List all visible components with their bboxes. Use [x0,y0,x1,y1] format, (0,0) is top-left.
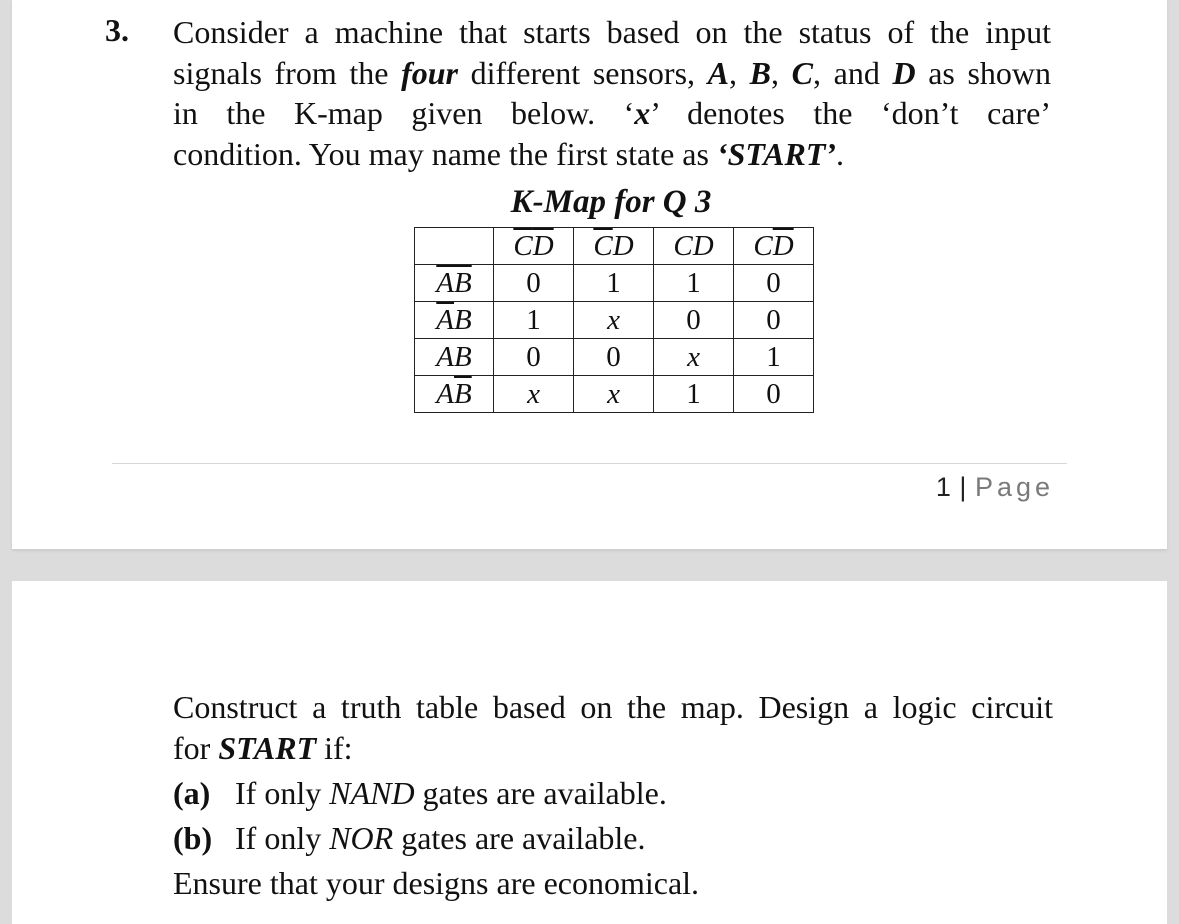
question-line-3: in the K-map given below. ‘x’ denotes the ‘don’t care’ [173,95,1052,131]
kmap-row [415,339,814,376]
kmap-row-header: $\overline{A}B$ [415,302,494,339]
footer-divider [112,463,1067,464]
question-number: 3. [105,12,129,48]
page-1 [12,0,1167,549]
item-b: (b) If only NOR gates are available. [173,820,646,856]
kmap-cell: x [654,339,734,376]
kmap-corner-cell [415,228,494,265]
question-line-2: signals from the four different sensors, A, B, C, and D as shown [173,54,1052,91]
instructions-line-2: for START if: [173,730,353,766]
instructions-closing: Ensure that your designs are economical. [173,865,700,901]
kmap-col-header: $\overline{C}D$ [574,228,654,265]
question-line-4: condition. You may name the first state as ‘START’. [173,135,845,172]
kmap-cell: 0 [574,339,654,376]
kmap-row [415,265,814,302]
page-2 [12,581,1167,924]
question-text [173,12,1051,174]
kmap-row [415,302,814,339]
item-a: (a) If only NAND gates are available. [173,775,667,811]
kmap-table [414,227,814,413]
kmap-row-header: $A\overline{B}$ [415,376,494,413]
kmap-cell: x [494,376,574,413]
page-number: 1 | Page [935,472,1054,502]
kmap-row-header: AB [415,339,494,376]
kmap-col-header: $\overline{C}\overline{D}$ [494,228,574,265]
kmap-cell: 0 [734,302,814,339]
kmap-cell: 0 [494,339,574,376]
kmap-cell: x [574,302,654,339]
kmap-cell: 1 [734,339,814,376]
kmap-cell: 1 [574,265,654,302]
kmap-cell: x [574,376,654,413]
kmap-cell: 0 [654,302,734,339]
kmap-cell: 1 [494,302,574,339]
kmap-cell: 1 [654,265,734,302]
kmap-cell: 0 [734,265,814,302]
question-line-1: Consider a machine that starts based on the status of the input [173,14,1051,50]
kmap-row-header: $\overline{A}\overline{B}$ [415,265,494,302]
kmap-col-header: CD [654,228,734,265]
kmap-cell: 0 [734,376,814,413]
kmap-row [415,376,814,413]
kmap-col-header: $C\overline{D}$ [734,228,814,265]
kmap-cell: 1 [654,376,734,413]
kmap-title: K-Map for Q 3 [510,184,712,220]
instructions-text [173,687,1053,904]
instructions-line-1: Construct a truth table based on the map. Design a logic circuit [173,689,1053,725]
kmap-header-row [415,228,814,265]
kmap-cell: 0 [494,265,574,302]
